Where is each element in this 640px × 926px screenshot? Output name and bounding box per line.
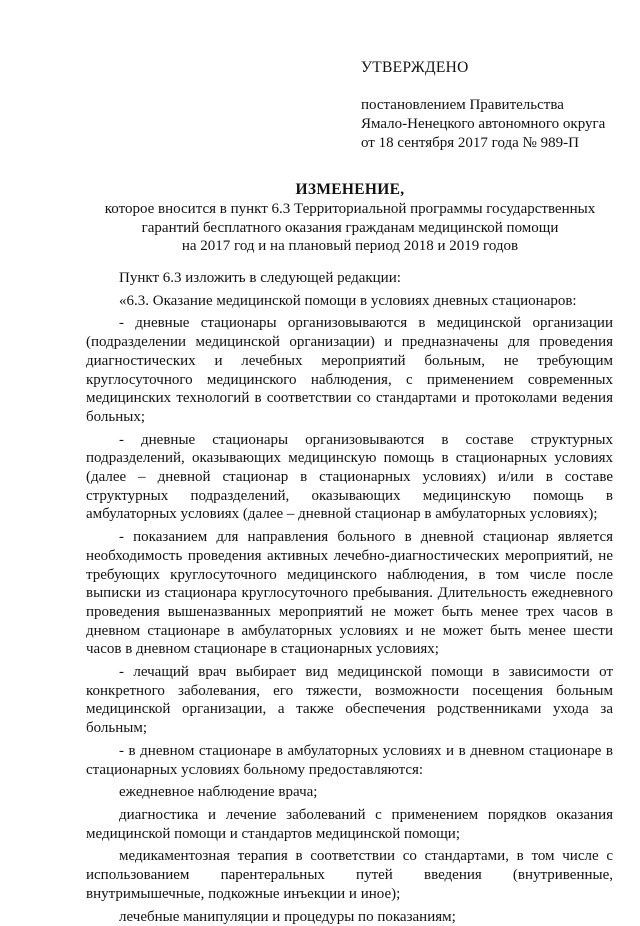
paragraph-intro: Пункт 6.3 изложить в следующей редакции: bbox=[86, 269, 613, 288]
approval-line-region: Ямало-Ненецкого автономного округа bbox=[361, 115, 631, 134]
document-heading: ИЗМЕНЕНИЕ, bbox=[60, 180, 640, 200]
approval-title: УТВЕРЖДЕНО bbox=[361, 58, 631, 96]
approval-line-date: от 18 сентября 2017 года № 989-П bbox=[361, 134, 631, 153]
paragraph-subitem: ежедневное наблюдение врача; bbox=[86, 783, 613, 802]
document-subtitle-line: на 2017 год и на плановый период 2018 и 2019 годов bbox=[60, 237, 640, 256]
paragraph-section-heading: «6.3. Оказание медицинской помощи в условиях дневных стационаров: bbox=[86, 292, 613, 311]
paragraph-item: - лечащий врач выбирает вид медицинской помощи в зависимости от конкретного заболевания, его тяжести, возможности посещения больным медицинской организации, а также обеспечения родственниками ухода за больным; bbox=[86, 663, 613, 738]
paragraph-item: - в дневном стационаре в амбулаторных условиях и в дневном стационаре в стационарных условиях больному предоставляются: bbox=[86, 742, 613, 779]
approval-line-authority: постановлением Правительства bbox=[361, 96, 631, 115]
document-body bbox=[86, 269, 613, 926]
paragraph-item: - показанием для направления больного в дневной стационар является необходимость проведения активных лечебно-диагностических мероприятий, не требующих круглосуточного медицинского наблюдения, в том числе после выписки из стационара круглосуточного пребывания. Длительность ежедневного проведения вышеназванных мероприятий не может быть менее трех часов в дневном стационаре в амбулаторных условиях и не может быть менее шести часов в дневном стационаре в стационарных условиях; bbox=[86, 528, 613, 659]
paragraph-item: - дневные стационары организовываются в составе структурных подразделений, оказывающих медицинскую помощь в стационарных условиях (далее – дневной стационар в стационарных условиях) и/или в составе структурных подразделений, оказывающих медицинскую помощь в амбулаторных условиях (далее – дневной стационар в амбулаторных условиях); bbox=[86, 431, 613, 525]
approval-stamp bbox=[361, 58, 631, 153]
document-subtitle-line: которое вносится в пункт 6.3 Территориальной программы государственных bbox=[60, 200, 640, 219]
paragraph-subitem: медикаментозная терапия в соответствии со стандартами, в том числе с использованием парентеральных путей введения (внутривенные, внутримышечные, подкожные инъекции и иное); bbox=[86, 847, 613, 903]
paragraph-item: - дневные стационары организовываются в медицинской организации (подразделении медицинской организации) и предназначены для проведения диагностических и лечебных мероприятий больным, не требующим круглосуточного медицинского наблюдения, с применением современных медицинских технологий в соответствии со стандартами и протоколами ведения больных; bbox=[86, 314, 613, 426]
paragraph-subitem: лечебные манипуляции и процедуры по показаниям; bbox=[86, 908, 613, 926]
paragraph-subitem: диагностика и лечение заболеваний с применением порядков оказания медицинской помощи и стандартов медицинской помощи; bbox=[86, 806, 613, 843]
document-title-block bbox=[60, 180, 640, 256]
document-subtitle-line: гарантий бесплатного оказания гражданам медицинской помощи bbox=[60, 219, 640, 238]
